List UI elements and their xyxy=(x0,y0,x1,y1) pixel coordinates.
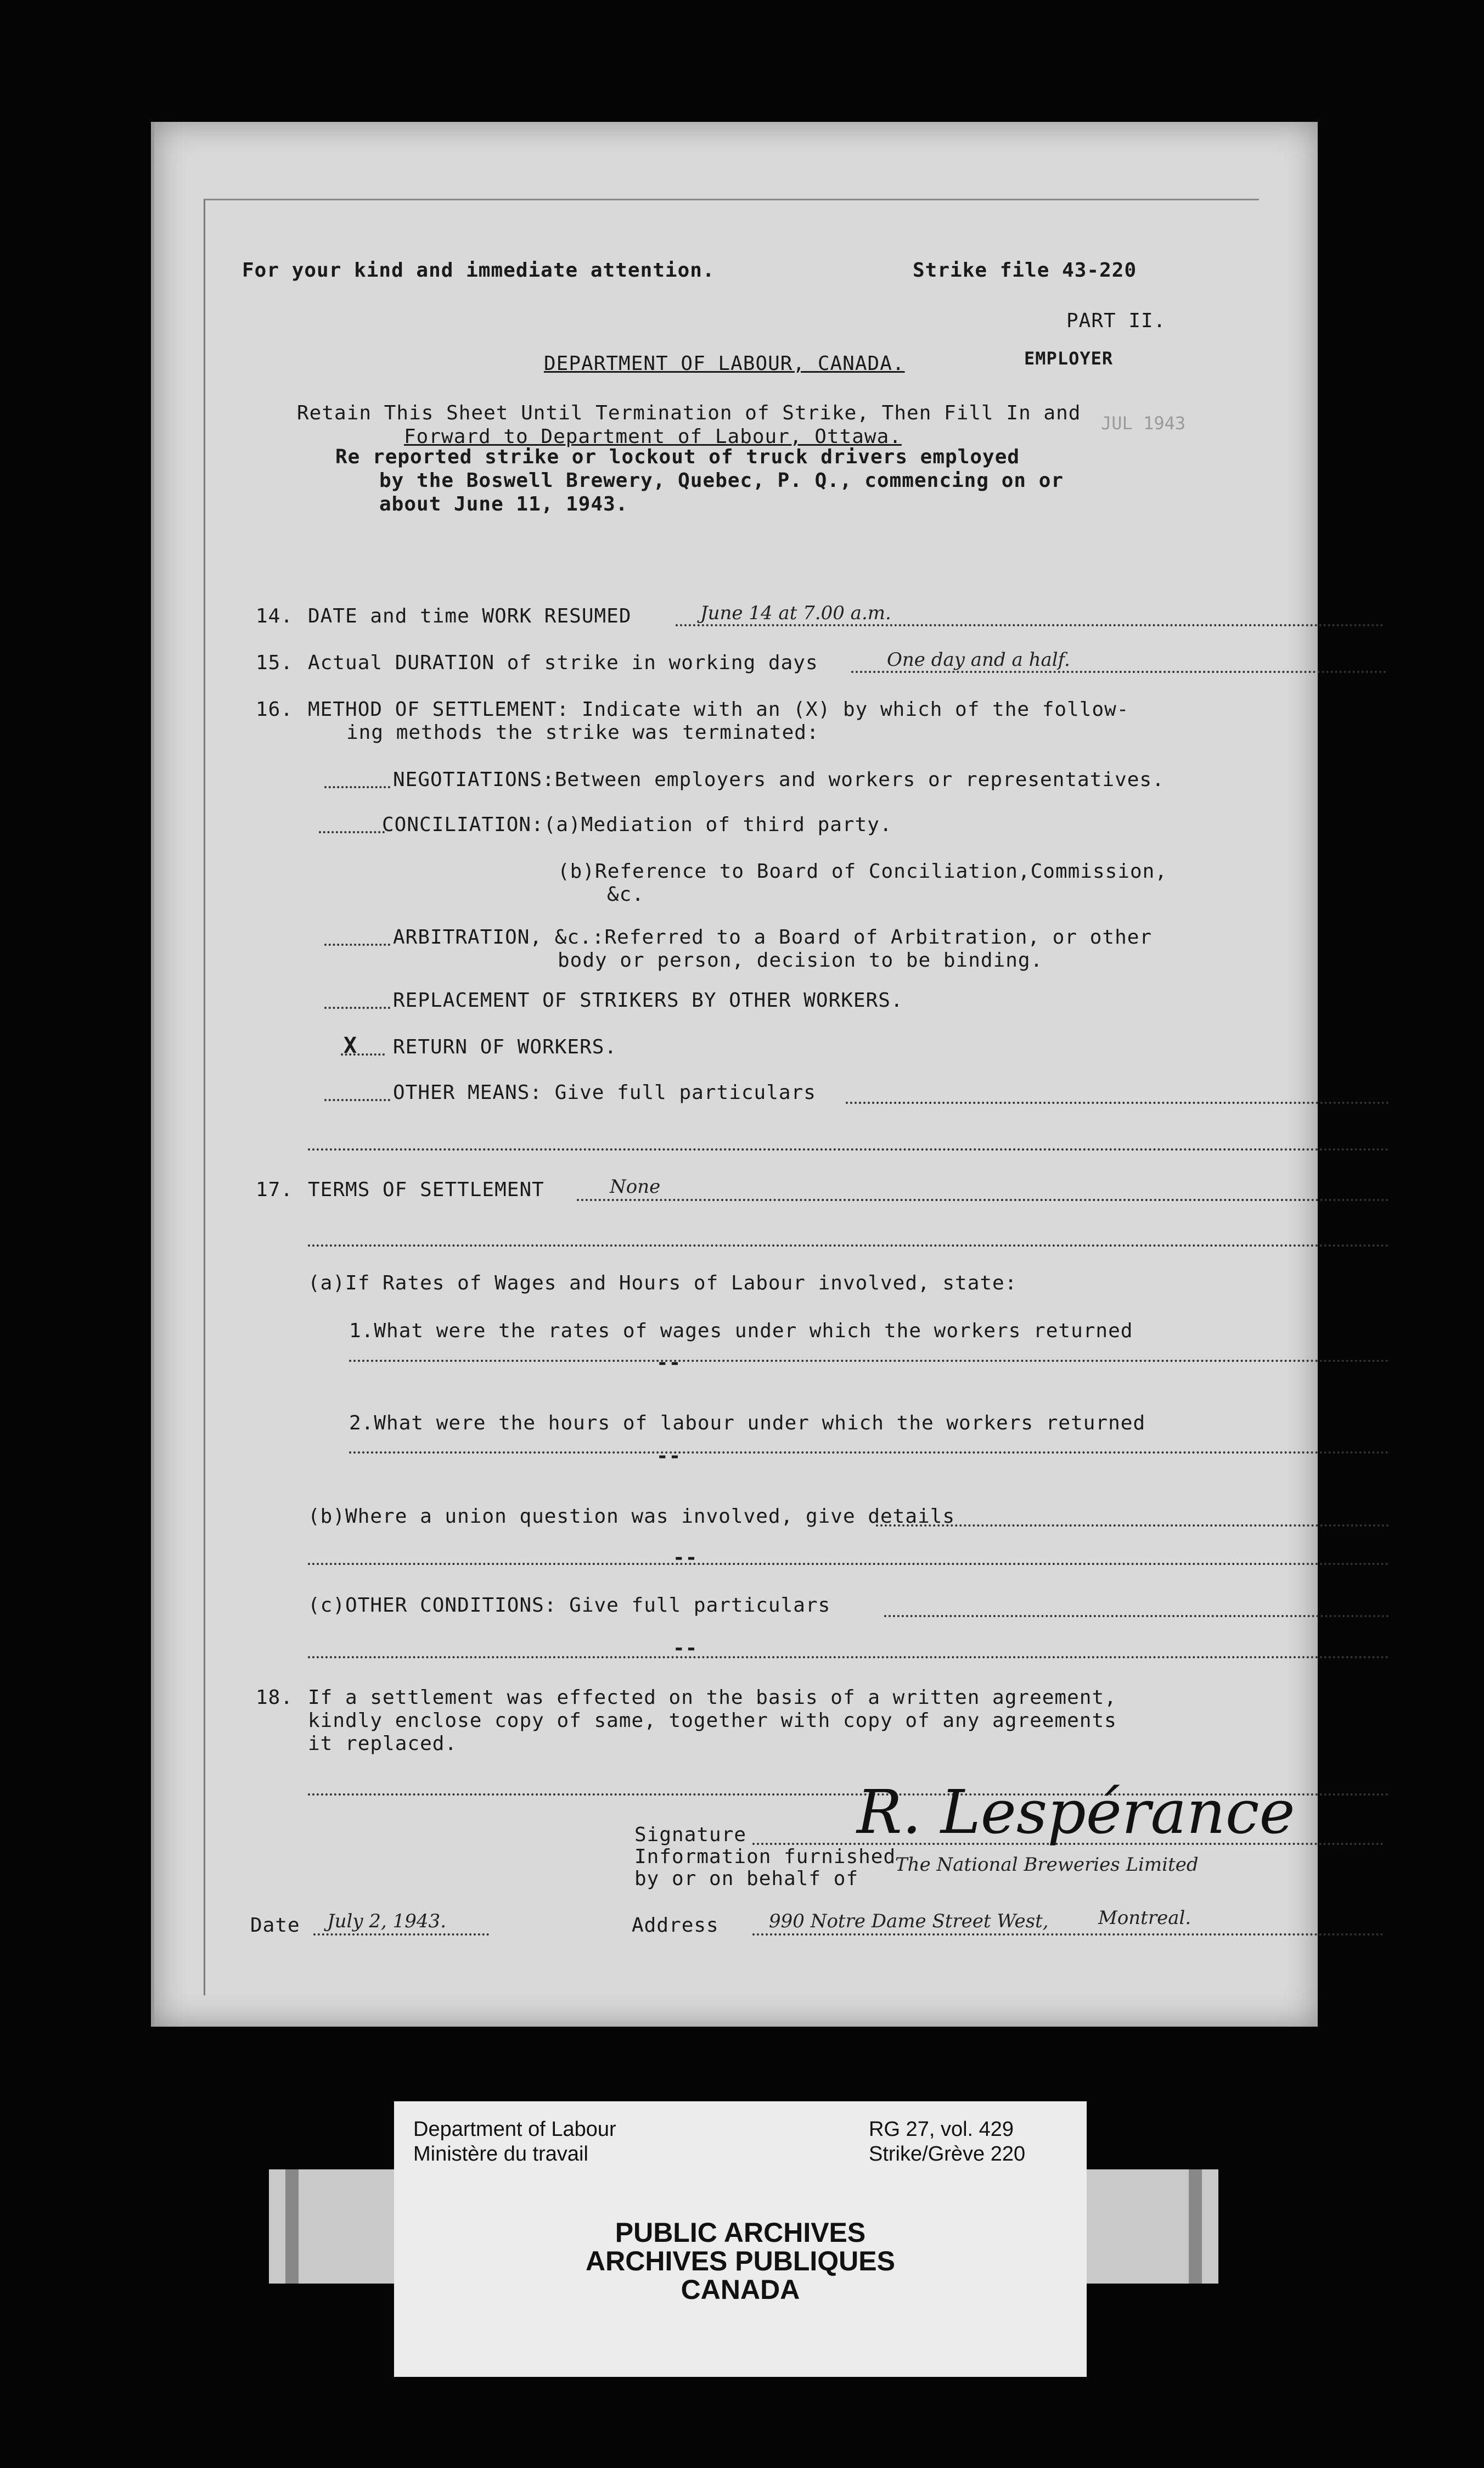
item-number-15: 15. xyxy=(256,652,294,674)
archives-line-3: CANADA xyxy=(681,2274,800,2305)
retain-instruction-1: Retain This Sheet Until Termination of Strike, Then Fill In and xyxy=(297,402,1081,424)
archive-label xyxy=(394,2101,1087,2377)
strike-file-number: Strike file 43-220 xyxy=(913,259,1137,282)
department-title: DEPARTMENT OF LABOUR, CANADA. xyxy=(544,352,905,375)
answer-line xyxy=(308,1656,1389,1658)
agreement-text-1: If a settlement was effected on the basis of a written agreement, xyxy=(308,1686,1117,1709)
address-value: 990 Notre Dame Street West, xyxy=(769,1910,1049,1932)
answer-line xyxy=(308,1244,1389,1247)
terms-label: TERMS OF SETTLEMENT xyxy=(308,1179,544,1201)
terms-answer: None xyxy=(610,1176,661,1198)
department-fr: Ministère du travail xyxy=(413,2142,588,2166)
agreement-text-2: kindly enclose copy of same, together with copy of any agreements xyxy=(308,1709,1117,1732)
conciliation-option-b-1: (b)Reference to Board of Conciliation,Commission, xyxy=(558,860,1168,883)
union-answer: -- xyxy=(673,1546,698,1569)
answer-line xyxy=(851,671,1386,673)
received-stamp: JUL 1943 xyxy=(1101,413,1186,434)
document-page xyxy=(151,122,1318,2027)
answer-line xyxy=(349,1451,1389,1454)
part-label: PART II. xyxy=(1066,310,1166,332)
record-group-volume: RG 27, vol. 429 xyxy=(869,2118,1014,2141)
wages-hours-question: (a)If Rates of Wages and Hours of Labour involved, state: xyxy=(308,1272,1018,1294)
hours-answer: -- xyxy=(656,1445,682,1467)
answer-line xyxy=(884,1615,1389,1617)
replacement-option: REPLACEMENT OF STRIKERS BY OTHER WORKERS. xyxy=(393,989,903,1012)
archives-line-2: ARCHIVES PUBLIQUES xyxy=(586,2246,895,2276)
item-number-16: 16. xyxy=(256,698,294,721)
checkbox-replacement xyxy=(324,1007,390,1009)
information-furnished-label: Information furnished xyxy=(634,1846,896,1868)
signature-label: Signature xyxy=(634,1824,747,1846)
method-label-2: ing methods the strike was terminated: xyxy=(346,721,819,744)
date-line xyxy=(313,1933,489,1936)
answer-line xyxy=(876,1524,1389,1527)
re-line-1: Re reported strike or lockout of truck drivers employed xyxy=(335,446,1020,468)
address-line xyxy=(752,1933,1384,1936)
work-resumed-label: DATE and time WORK RESUMED xyxy=(308,605,632,627)
strike-number: Strike/Grève 220 xyxy=(869,2142,1026,2166)
answer-line xyxy=(308,1148,1389,1151)
label-holder-left xyxy=(269,2169,401,2284)
attention-line: For your kind and immediate attention. xyxy=(242,259,715,282)
answer-line xyxy=(676,624,1384,626)
checkbox-arbitration xyxy=(324,944,390,946)
other-means-option: OTHER MEANS: Give full particulars xyxy=(393,1081,816,1104)
company-name: The National Breweries Limited xyxy=(895,1854,1199,1876)
label-holder-right xyxy=(1081,2169,1218,2284)
arbitration-option-1: ARBITRATION, &c.:Referred to a Board of Arbitration, or other xyxy=(393,926,1153,949)
duration-label: Actual DURATION of strike in working days xyxy=(308,652,818,674)
answer-line xyxy=(577,1199,1389,1201)
item-number-14: 14. xyxy=(256,605,294,627)
work-resumed-answer: June 14 at 7.00 a.m. xyxy=(700,602,891,624)
on-behalf-label: by or on behalf of xyxy=(634,1867,859,1890)
item-number-18: 18. xyxy=(256,1686,294,1709)
other-conditions-answer: -- xyxy=(673,1637,698,1659)
department-en: Department of Labour xyxy=(413,2118,616,2141)
handwritten-signature: R. Lespérance xyxy=(857,1777,1295,1847)
other-conditions-question: (c)OTHER CONDITIONS: Give full particulars xyxy=(308,1594,831,1617)
union-question: (b)Where a union question was involved, give details xyxy=(308,1505,955,1528)
answer-line xyxy=(846,1102,1389,1104)
item-number-17: 17. xyxy=(256,1179,294,1201)
checkbox-conciliation xyxy=(319,831,385,833)
return-option: RETURN OF WORKERS. xyxy=(393,1036,617,1058)
archives-line-1: PUBLIC ARCHIVES xyxy=(615,2217,866,2248)
method-label-1: METHOD OF SETTLEMENT: Indicate with an (X) by which of the follow- xyxy=(308,698,1129,721)
negotiations-option: NEGOTIATIONS:Between employers and workers or representatives. xyxy=(393,769,1165,791)
wages-rate-question: 1.What were the rates of wages under which the workers returned xyxy=(349,1320,1133,1342)
re-line-2: by the Boswell Brewery, Quebec, P. Q., commencing on or xyxy=(379,469,1064,492)
city-value: Montreal. xyxy=(1098,1907,1191,1929)
hours-question: 2.What were the hours of labour under which the workers returned xyxy=(349,1412,1146,1434)
re-line-3: about June 11, 1943. xyxy=(379,493,628,515)
arbitration-option-2: body or person, decision to be binding. xyxy=(558,949,1043,972)
checkbox-negotiations xyxy=(324,786,390,788)
date-label: Date xyxy=(250,1914,300,1937)
answer-line xyxy=(349,1360,1389,1362)
checkbox-other xyxy=(324,1099,390,1101)
return-mark: X xyxy=(344,1033,358,1058)
retain-instruction-2: Forward to Department of Labour, Ottawa. xyxy=(404,425,902,448)
date-value: July 2, 1943. xyxy=(327,1910,446,1932)
agreement-text-3: it replaced. xyxy=(308,1732,458,1755)
address-label: Address xyxy=(632,1914,719,1937)
duration-answer: One day and a half. xyxy=(887,649,1070,671)
answer-line xyxy=(308,1563,1389,1565)
wages-rate-answer: -- xyxy=(656,1351,682,1374)
conciliation-option-a: CONCILIATION:(a)Mediation of third party. xyxy=(382,814,892,836)
conciliation-option-b-2: &c. xyxy=(607,883,645,906)
employer-label: EMPLOYER xyxy=(1024,348,1114,369)
